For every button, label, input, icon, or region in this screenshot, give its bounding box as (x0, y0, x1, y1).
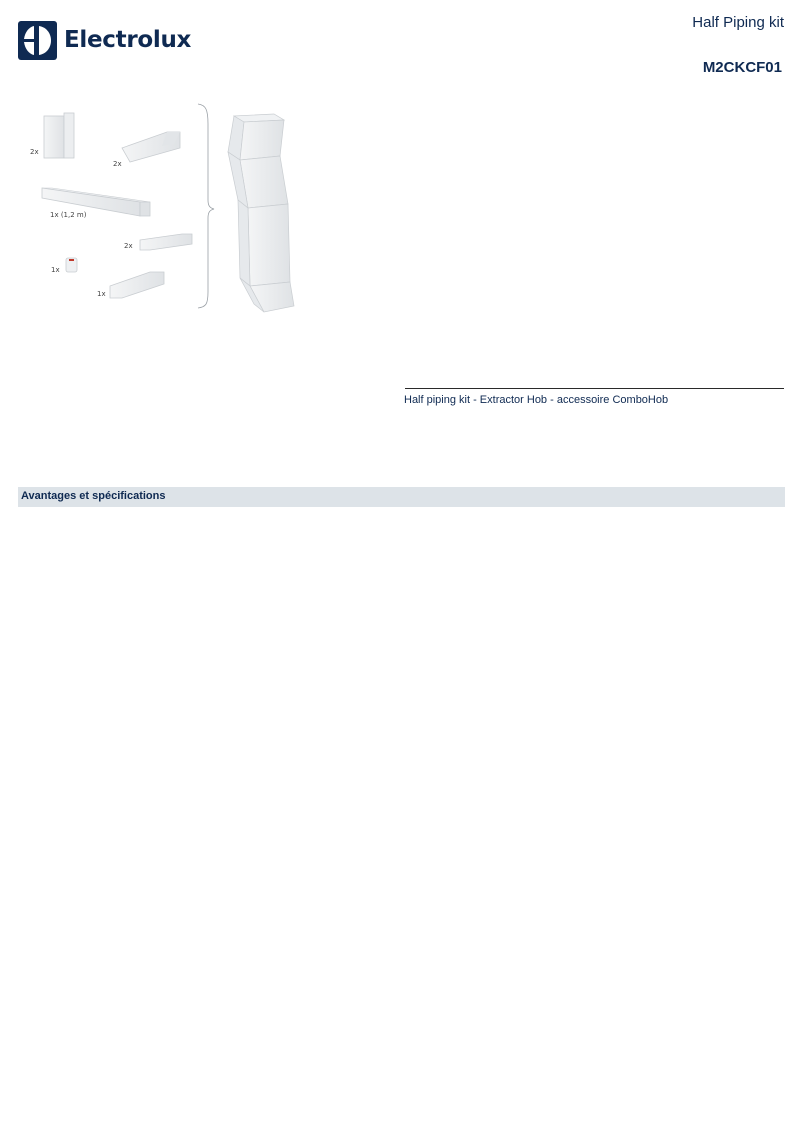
cap-qty-label: 1x (51, 266, 60, 274)
connector-qty-label: 2x (124, 242, 133, 250)
product-code: M2CKCF01 (702, 59, 782, 76)
cap-part (66, 258, 77, 272)
brand-name: Electrolux (64, 27, 192, 53)
kit-parts-drawing (22, 100, 312, 315)
sleeve-qty-label: 1x (97, 290, 106, 298)
elbow-part (44, 113, 74, 158)
sleeve-part (110, 272, 164, 298)
adapter-qty-label: 2x (113, 160, 122, 168)
duct-qty-label: 1x (1,2 m) (50, 211, 87, 219)
brand-logo (18, 21, 191, 60)
description-divider (405, 388, 784, 389)
advantages-section-title: Avantages et spécifications (21, 490, 166, 502)
assembled-duct (228, 114, 294, 312)
elbow-qty-label: 2x (30, 148, 39, 156)
grouping-brace (198, 104, 214, 308)
advantages-section-header (18, 487, 785, 507)
short-description: Half piping kit - Extractor Hob - accessoire ComboHob (404, 394, 669, 406)
product-illustration (22, 100, 312, 315)
connector-part (140, 234, 192, 250)
product-name: Half Piping kit (692, 14, 784, 31)
adapter-part (122, 132, 180, 162)
electrolux-logo-icon (18, 21, 57, 60)
